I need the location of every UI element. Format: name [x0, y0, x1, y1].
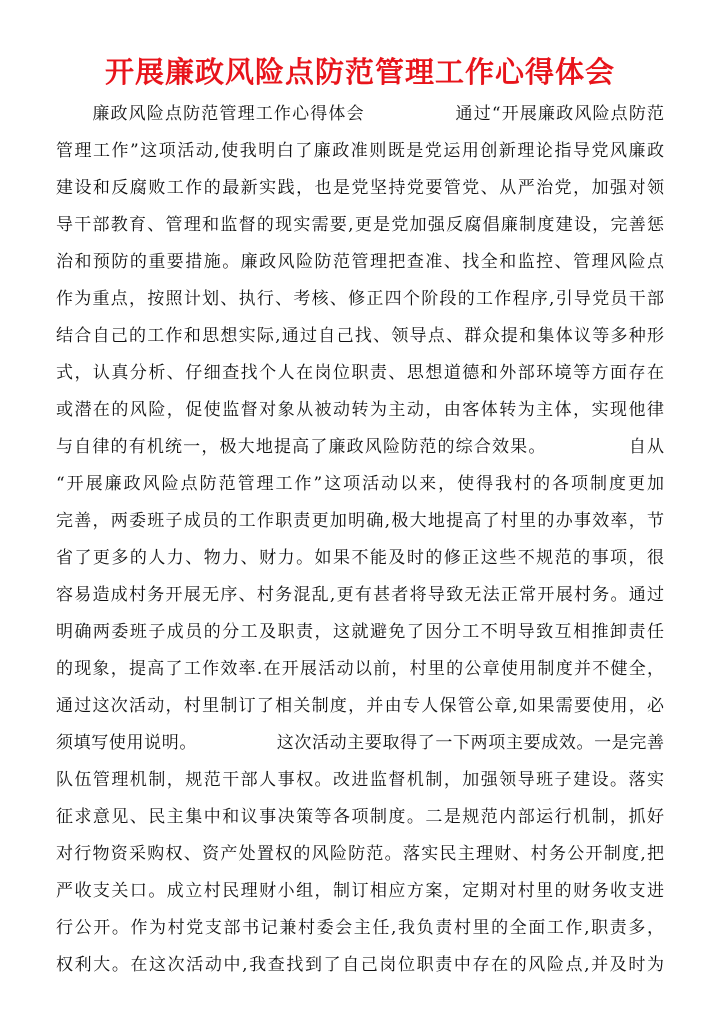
body-line: 管理工作”这项活动,使我明白了廉政准则既是党运用创新理论指导党风廉政 — [56, 141, 664, 161]
body-line: 完善，两委班子成员的工作职责更加明确,极大地提高了村里的办事效率，节 — [56, 511, 664, 531]
body-line: 须填写使用说明。 这次活动主要取得了一下两项主要成效。一是完善 — [56, 733, 664, 753]
body-line: 对行物资采购权、资产处置权的风险防范。落实民主理财、村务公开制度,把 — [56, 844, 664, 864]
body-line: 征求意见、民主集中和议事决策等各项制度。二是规范内部运行机制，抓好 — [56, 807, 664, 827]
body-line: 省了更多的人力、物力、财力。如果不能及时的修正这些不规范的事项，很 — [56, 548, 664, 568]
body-line: 建设和反腐败工作的最新实践，也是党坚持党要管党、从严治党，加强对领 — [56, 178, 664, 198]
body-line: 通过这次活动，村里制订了相关制度，并由专人保管公章,如果需要使用，必 — [56, 696, 664, 716]
body-line: 式，认真分析、仔细查找个人在岗位职责、思想道德和外部环境等方面存在 — [56, 363, 664, 383]
body-line: 廉政风险点防范管理工作心得体会 通过“开展廉政风险点防范 — [56, 104, 664, 124]
body-line: 明确两委班子成员的分工及职责，这就避免了因分工不明导致互相推卸责任 — [56, 622, 664, 642]
body-line: 与自律的有机统一，极大地提高了廉政风险防范的综合效果。 自从 — [56, 437, 664, 457]
body-line: 权利大。在这次活动中,我查找到了自己岗位职责中存在的风险点,并及时为 — [56, 955, 664, 975]
body-line: 作为重点，按照计划、执行、考核、修正四个阶段的工作程序,引导党员干部 — [56, 289, 664, 309]
body-line: 结合自己的工作和思想实际,通过自己找、领导点、群众提和集体议等多种形 — [56, 326, 664, 346]
document-title: 开展廉政风险点防范管理工作心得体会 — [104, 55, 615, 89]
body-line: 治和预防的重要措施。廉政风险防范管理把查准、找全和监控、管理风险点 — [56, 252, 664, 272]
body-line: 容易造成村务开展无序、村务混乱,更有甚者将导致无法正常开展村务。通过 — [56, 585, 664, 605]
body-line: 或潜在的风险，促使监督对象从被动转为主动，由客体转为主体，实现他律 — [56, 400, 664, 420]
body-line: “开展廉政风险点防范管理工作”这项活动以来，使得我村的各项制度更加 — [56, 474, 664, 494]
body-line: 行公开。作为村党支部书记兼村委会主任,我负责村里的全面工作,职责多， — [56, 918, 664, 938]
body-line: 严收支关口。成立村民理财小组，制订相应方案，定期对村里的财务收支进 — [56, 881, 664, 901]
document-body — [56, 96, 664, 984]
body-line: 队伍管理机制，规范干部人事权。改进监督机制，加强领导班子建设。落实 — [56, 770, 664, 790]
body-line: 导干部教育、管理和监督的现实需要,更是党加强反腐倡廉制度建设，完善惩 — [56, 215, 664, 235]
body-line: 的现象，提高了工作效率.在开展活动以前，村里的公章使用制度并不健全， — [56, 659, 664, 679]
